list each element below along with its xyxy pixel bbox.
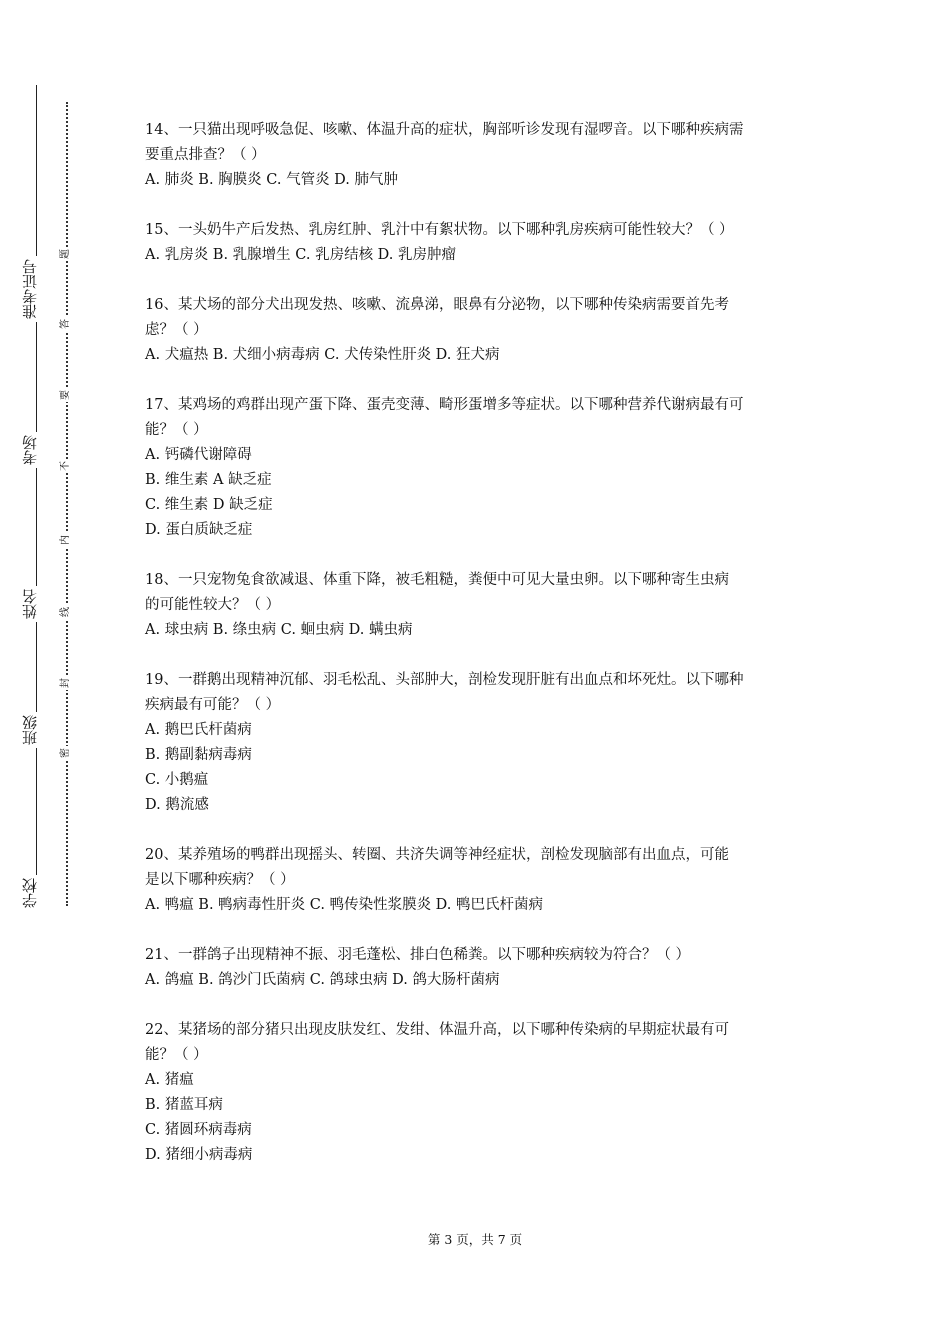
answer-option: A. 猪瘟 [145,1072,194,1088]
question-list [145,118,815,1193]
question-stem-line: 17、某鸡场的鸡群出现产蛋下降、蛋壳变薄、畸形蛋增多等症状。以下哪种营养代谢病最有可 [145,397,744,413]
exam-room-field-label: 考场 [22,432,52,468]
question-item [145,843,815,918]
seal-char: 线 [60,607,71,617]
answer-option: B. 鹅副黏病毒病 [145,747,252,763]
seal-dotted-line [66,102,68,906]
question-stem-line: 虑？（ ） [145,322,208,338]
question-item [145,943,815,993]
question-item [145,1018,815,1168]
question-stem-line: 是以下哪种疾病？（ ） [145,872,295,888]
seal-char: 题 [60,249,71,259]
answer-option: B. 猪蓝耳病 [145,1097,223,1113]
answer-option: C. 猪圆环病毒病 [145,1122,252,1138]
answer-option: A. 球虫病 B. 绦虫病 C. 蛔虫病 D. 螨虫病 [145,622,413,638]
question-item [145,293,815,368]
answer-option: C. 小鹅瘟 [145,772,209,788]
question-stem-line: 疾病最有可能？（ ） [145,697,281,713]
answer-option: A. 肺炎 B. 胸膜炎 C. 气管炎 D. 肺气肿 [145,172,399,188]
answer-option: D. 蛋白质缺乏症 [145,522,253,538]
class-field-label: 班级 [22,712,52,748]
question-stem-line: 18、一只宠物兔食欲减退、体重下降，被毛粗糙，粪便中可见大量虫卵。以下哪种寄生虫病 [145,572,729,588]
question-stem-line: 16、某犬场的部分犬出现发热、咳嗽、流鼻涕，眼鼻有分泌物，以下哪种传染病需要首先考 [145,297,729,313]
binding-margin [0,0,90,1344]
question-stem-line: 21、一群鸽子出现精神不振、羽毛蓬松、排白色稀粪。以下哪种疾病较为符合？（ ） [145,947,691,963]
question-item [145,668,815,818]
question-item [145,118,815,193]
exam-number-field-label: 准考证号 [22,256,52,322]
seal-char: 不 [60,461,71,471]
question-item [145,568,815,643]
answer-option: A. 乳房炎 B. 乳腺增生 C. 乳房结核 D. 乳房肿瘤 [145,247,457,263]
question-item [145,393,815,543]
school-field-label: 学校 [22,875,52,911]
question-stem-line: 的可能性较大？（ ） [145,597,281,613]
answer-option: A. 鸭瘟 B. 鸭病毒性肝炎 C. 鸭传染性浆膜炎 D. 鸭巴氏杆菌病 [145,897,544,913]
question-item [145,218,815,268]
seal-char: 封 [60,678,71,688]
answer-option: D. 鹅流感 [145,797,209,813]
answer-option: A. 钙磷代谢障碍 [145,447,252,463]
question-stem-line: 要重点排查？（ ） [145,147,266,163]
answer-option: B. 维生素 A 缺乏症 [145,472,272,488]
question-stem-line: 22、某猪场的部分猪只出现皮肤发红、发绀、体温升高，以下哪种传染病的早期症状最有可 [145,1022,729,1038]
answer-option: D. 猪细小病毒病 [145,1147,253,1163]
seal-char: 答 [60,319,71,329]
answer-option: A. 鹅巴氏杆菌病 [145,722,252,738]
question-stem-line: 能？（ ） [145,422,208,438]
question-stem-line: 20、某养殖场的鸭群出现摇头、转圈、共济失调等神经症状，剖检发现脑部有出血点，可能 [145,847,729,863]
answer-option: A. 鸽瘟 B. 鸽沙门氏菌病 C. 鸽球虫病 D. 鸽大肠杆菌病 [145,972,500,988]
name-field-label: 姓名 [22,586,52,622]
answer-option: C. 维生素 D 缺乏症 [145,497,273,513]
question-stem-line: 15、一头奶牛产后发热、乳房红肿、乳汁中有絮状物。以下哪种乳房疾病可能性较大？（ ） [145,222,734,238]
page-number: 第 3 页，共 7 页 [427,1232,523,1247]
seal-char: 要 [60,390,71,400]
question-stem-line: 14、一只猫出现呼吸急促、咳嗽、体温升高的症状，胸部听诊发现有湿啰音。以下哪种疾病需 [145,122,744,138]
seal-char: 密 [60,748,71,758]
question-stem-line: 19、一群鹅出现精神沉郁、羽毛松乱、头部肿大，剖检发现肝脏有出血点和坏死灶。以下哪种 [145,672,744,688]
seal-char: 内 [60,535,71,545]
name-field-line [36,85,37,880]
answer-option: A. 犬瘟热 B. 犬细小病毒病 C. 犬传染性肝炎 D. 狂犬病 [145,347,500,363]
question-stem-line: 能？（ ） [145,1047,208,1063]
